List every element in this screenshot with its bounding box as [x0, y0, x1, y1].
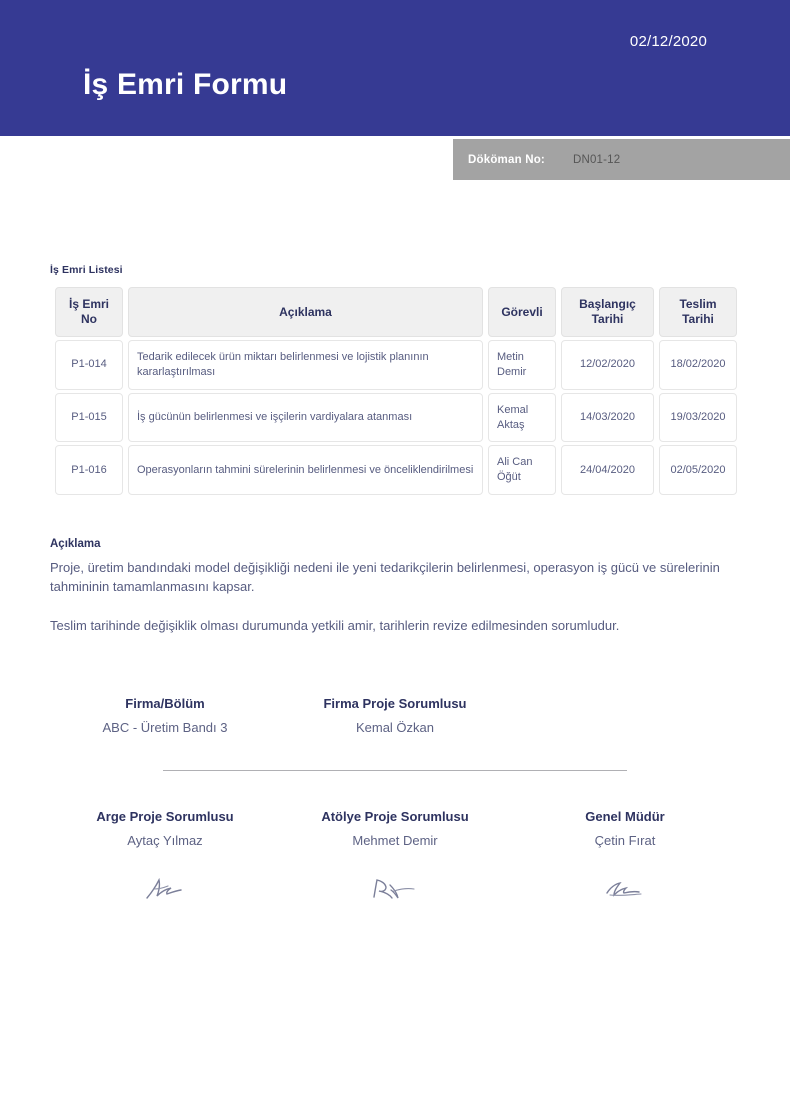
- table-row: [55, 393, 737, 443]
- signature-block-atolye-proje-sorumlusu: [280, 809, 510, 910]
- signature-block-firma-bolum: [50, 696, 280, 735]
- description-paragraph-1: Proje, üretim bandındaki model değişikliği nedeni ile yeni tedarikçilerin belirlenmesi, operasyon iş gücü ve sürelerinin tahmininin tamamlanmasını kapsar.: [50, 560, 720, 594]
- description-paragraph-2: Teslim tarihinde değişiklik olması durumunda yetkili amir, tarihlerin revize edilmesinden sorumludur.: [50, 617, 620, 633]
- table-header-row: [55, 287, 737, 337]
- cell-order-no: P1-014: [55, 340, 123, 390]
- section-divider: [163, 770, 627, 771]
- column-header-description: Açıklama: [128, 287, 483, 337]
- cell-due-date: 19/03/2020: [659, 393, 737, 443]
- signature-row-bottom: [50, 809, 740, 910]
- document-number-value: DN01-12: [572, 153, 621, 166]
- work-order-table-section: [50, 264, 740, 498]
- cell-due-date: 18/02/2020: [659, 340, 737, 390]
- signature-mark-arge: [50, 868, 280, 910]
- document-number-label: Dököman No:: [468, 153, 545, 166]
- cell-description: Tedarik edilecek ürün miktarı belirlenmesi ve lojistik planının kararlaştırılması: [128, 340, 483, 390]
- signature-person: Aytaç Yılmaz: [127, 833, 203, 848]
- cell-description: İş gücünün belirlenmesi ve işçilerin vardiyalara atanması: [128, 393, 483, 443]
- signature-block-firma-proje-sorumlusu: [280, 696, 510, 735]
- column-header-start-date: Başlangıç Tarihi: [561, 287, 654, 337]
- signature-role: Firma/Bölüm: [125, 696, 205, 711]
- cell-start-date: 12/02/2020: [561, 340, 654, 390]
- cell-order-no: P1-016: [55, 445, 123, 495]
- table-caption: İş Emri Listesi: [50, 264, 123, 276]
- signature-role: Genel Müdür: [585, 809, 665, 824]
- signature-role: Atölye Proje Sorumlusu: [321, 809, 469, 824]
- signature-block-arge-proje-sorumlusu: [50, 809, 280, 910]
- signature-role: Firma Proje Sorumlusu: [323, 696, 467, 711]
- document-number-bar: [453, 139, 790, 180]
- cell-assignee: Ali Can Öğüt: [488, 445, 556, 495]
- signature-mark-genel-mudur: [510, 868, 740, 910]
- table-header: [55, 287, 737, 337]
- signature-block-empty: [510, 696, 740, 735]
- description-section: [50, 538, 740, 636]
- table-row: [55, 340, 737, 390]
- signature-mark-atolye: [280, 868, 510, 910]
- table-body: [55, 340, 737, 495]
- cell-due-date: 02/05/2020: [659, 445, 737, 495]
- signature-person: ABC - Üretim Bandı 3: [102, 720, 228, 735]
- page-title: İş Emri Formu: [83, 68, 288, 101]
- signature-person: Kemal Özkan: [355, 720, 435, 735]
- signature-person: Çetin Fırat: [594, 833, 656, 848]
- cell-order-no: P1-015: [55, 393, 123, 443]
- cell-description: Operasyonların tahmini sürelerinin belirlenmesi ve önceliklendirilmesi: [128, 445, 483, 495]
- signature-block-genel-mudur: [510, 809, 740, 910]
- column-header-due-date: Teslim Tarihi: [659, 287, 737, 337]
- header-date: 02/12/2020: [629, 33, 707, 50]
- cell-start-date: 24/04/2020: [561, 445, 654, 495]
- work-order-table: [50, 284, 742, 498]
- table-row: [55, 445, 737, 495]
- cell-assignee: Kemal Aktaş: [488, 393, 556, 443]
- cell-start-date: 14/03/2020: [561, 393, 654, 443]
- description-heading: Açıklama: [50, 538, 101, 550]
- cell-assignee: Metin Demir: [488, 340, 556, 390]
- signature-role: Arge Proje Sorumlusu: [96, 809, 234, 824]
- signature-row-top: [50, 696, 740, 735]
- column-header-assignee: Görevli: [488, 287, 556, 337]
- column-header-order-no: İş Emri No: [55, 287, 123, 337]
- signature-person: Mehmet Demir: [352, 833, 438, 848]
